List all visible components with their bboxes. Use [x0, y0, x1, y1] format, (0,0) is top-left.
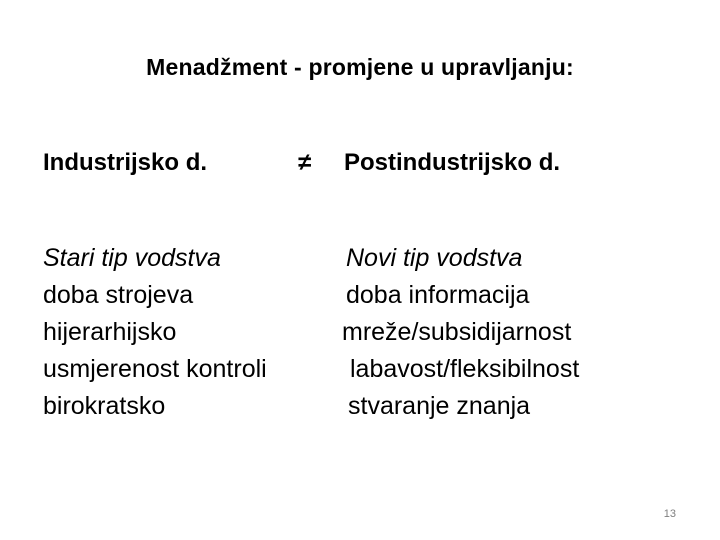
- new-leadership-column: [342, 240, 580, 425]
- list-item: usmjerenost kontroli: [43, 355, 267, 383]
- page-number: 13: [663, 508, 676, 520]
- old-leadership-heading: Stari tip vodstva: [43, 244, 221, 272]
- list-item: labavost/fleksibilnost: [350, 355, 580, 383]
- industrial-society-label: Industrijsko d.: [43, 149, 208, 176]
- not-equal-sign: ≠: [298, 149, 312, 176]
- postindustrial-society-label: Postindustrijsko d.: [344, 149, 561, 176]
- new-leadership-heading: Novi tip vodstva: [346, 244, 523, 272]
- list-item: hijerarhijsko: [43, 318, 177, 346]
- list-item: stvaranje znanja: [348, 392, 531, 420]
- list-item: doba informacija: [346, 281, 530, 309]
- list-item: birokratsko: [43, 392, 166, 420]
- list-item: doba strojeva: [43, 281, 194, 309]
- list-item: mreže/subsidijarnost: [342, 318, 572, 346]
- slide-title: Menadžment - promjene u upravljanju:: [146, 54, 574, 80]
- old-leadership-column: [43, 240, 267, 425]
